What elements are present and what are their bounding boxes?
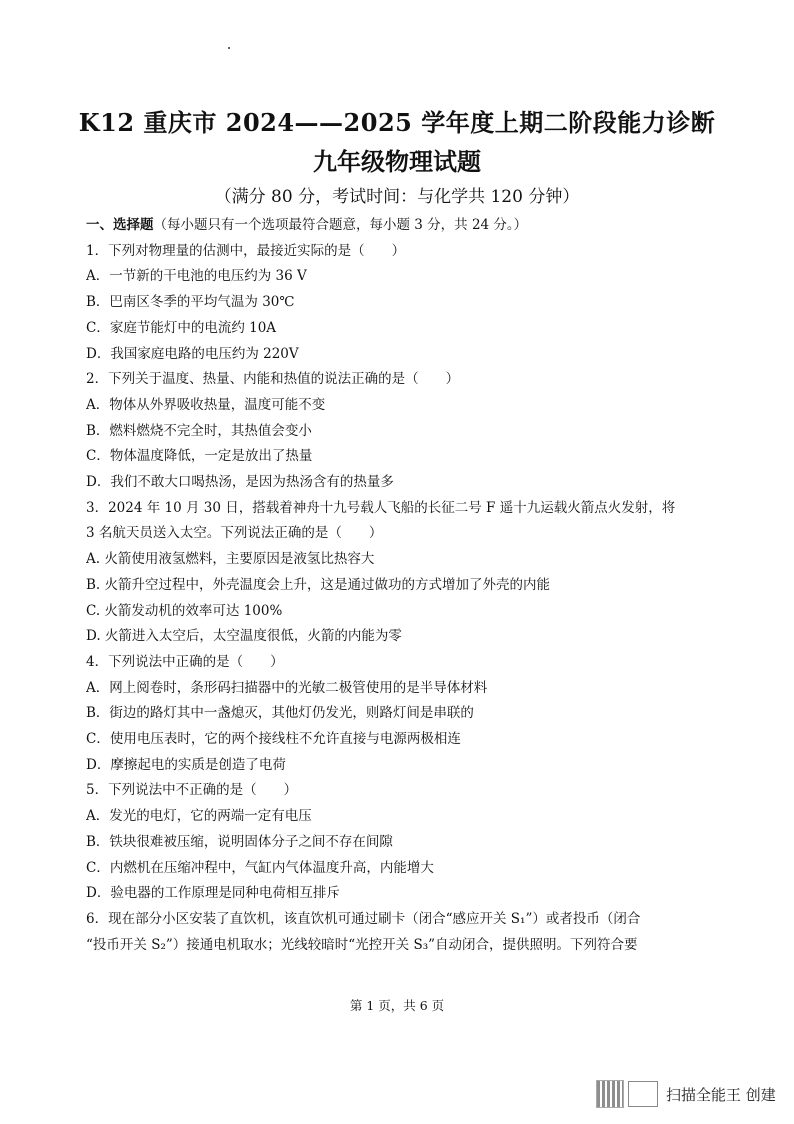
question-line: 1．下列对物理量的估测中，最接近实际的是（ ）	[86, 242, 406, 259]
question-line: A．物体从外界吸收热量，温度可能不变	[86, 396, 326, 413]
question-body	[86, 213, 722, 958]
question-line: D．验电器的工作原理是同种电荷相互排斥	[86, 885, 340, 902]
question-line: B．燃料燃烧不完全时，其热值会变小	[86, 422, 312, 439]
question-line: A．网上阅卷时，条形码扫描器中的光敏二极管使用的是半导体材料	[86, 679, 488, 696]
question-line: B. 火箭升空过程中，外壳温度会上升，这是通过做功的方式增加了外壳的内能	[86, 576, 551, 593]
question-line: 6．现在部分小区安装了直饮机，该直饮机可通过刷卡（闭合“感应开关 S₁”）或者投币（闭合	[86, 910, 641, 927]
watermark-text: 扫描全能王 创建	[666, 1085, 776, 1104]
exam-subject-title: 九年级物理试题	[313, 147, 481, 176]
exam-info: （满分 80 分，考试时间：与化学共 120 分钟）	[214, 187, 580, 207]
question-line: C．物体温度降低，一定是放出了热量	[86, 448, 313, 465]
question-lines	[86, 239, 722, 959]
question-line: C．使用电压表时，它的两个接线柱不允许直接与电源两极相连	[86, 731, 461, 748]
section-heading-prefix: 一、选择题	[86, 217, 154, 233]
section-heading-note: （每小题只有一个选项最符合题意，每小题 3 分，共 24 分。）	[153, 217, 528, 233]
question-line: C. 火箭发动机的效率可达 100%	[86, 602, 283, 619]
question-line: “投币开关 S₂”）接通电机取水；光线较暗时“光控开关 S₃”自动闭合，提供照明。下列符合要	[86, 936, 638, 953]
question-line: D．我国家庭电路的电压约为 220V	[86, 345, 299, 362]
question-line: D．我们不敢大口喝热汤，是因为热汤含有的热量多	[86, 474, 394, 491]
question-line: B．巴南区冬季的平均气温为 30℃	[86, 294, 295, 311]
question-line: A．发光的电灯，它的两端一定有电压	[86, 808, 312, 825]
scanner-watermark	[596, 1077, 776, 1111]
question-line: 2．下列关于温度、热量、内能和热值的说法正确的是（ ）	[86, 371, 460, 388]
question-line: 3 名航天员送入太空。下列说法正确的是（ ）	[86, 525, 383, 542]
question-line: B．街边的路灯其中一盏熄灭，其他灯仍发光，则路灯间是串联的	[86, 705, 474, 722]
question-line: D．摩擦起电的实质是创造了电荷	[86, 756, 286, 773]
exam-title: K12 重庆市 2024——2025 学年度上期二阶段能力诊断	[78, 108, 716, 137]
section-heading	[86, 213, 722, 239]
qr-code-icon	[596, 1080, 624, 1108]
page-number: 第 1 页，共 6 页	[349, 998, 445, 1013]
question-line: D. 火箭进入太空后，太空温度很低，火箭的内能为零	[86, 628, 402, 645]
question-line: A．一节新的干电池的电压约为 36 V	[86, 268, 307, 285]
scanner-logo-icon	[628, 1081, 658, 1107]
question-line: C．家庭节能灯中的电流约 10A	[86, 319, 277, 336]
question-line: C．内燃机在压缩冲程中，气缸内气体温度升高，内能增大	[86, 859, 434, 876]
question-line: A. 火箭使用液氢燃料，主要原因是液氢比热容大	[86, 551, 375, 568]
question-line: 5．下列说法中不正确的是（ ）	[86, 782, 298, 799]
question-line: 4．下列说法中正确的是（ ）	[86, 653, 284, 670]
question-line: B．铁块很难被压缩，说明固体分子之间不存在间隙	[86, 833, 393, 850]
scan-speck	[228, 47, 230, 49]
question-line: 3．2024 年 10 月 30 日，搭载着神舟十九号载人飞船的长征二号 F 遥十九运载火箭点火发射，将	[86, 499, 676, 516]
